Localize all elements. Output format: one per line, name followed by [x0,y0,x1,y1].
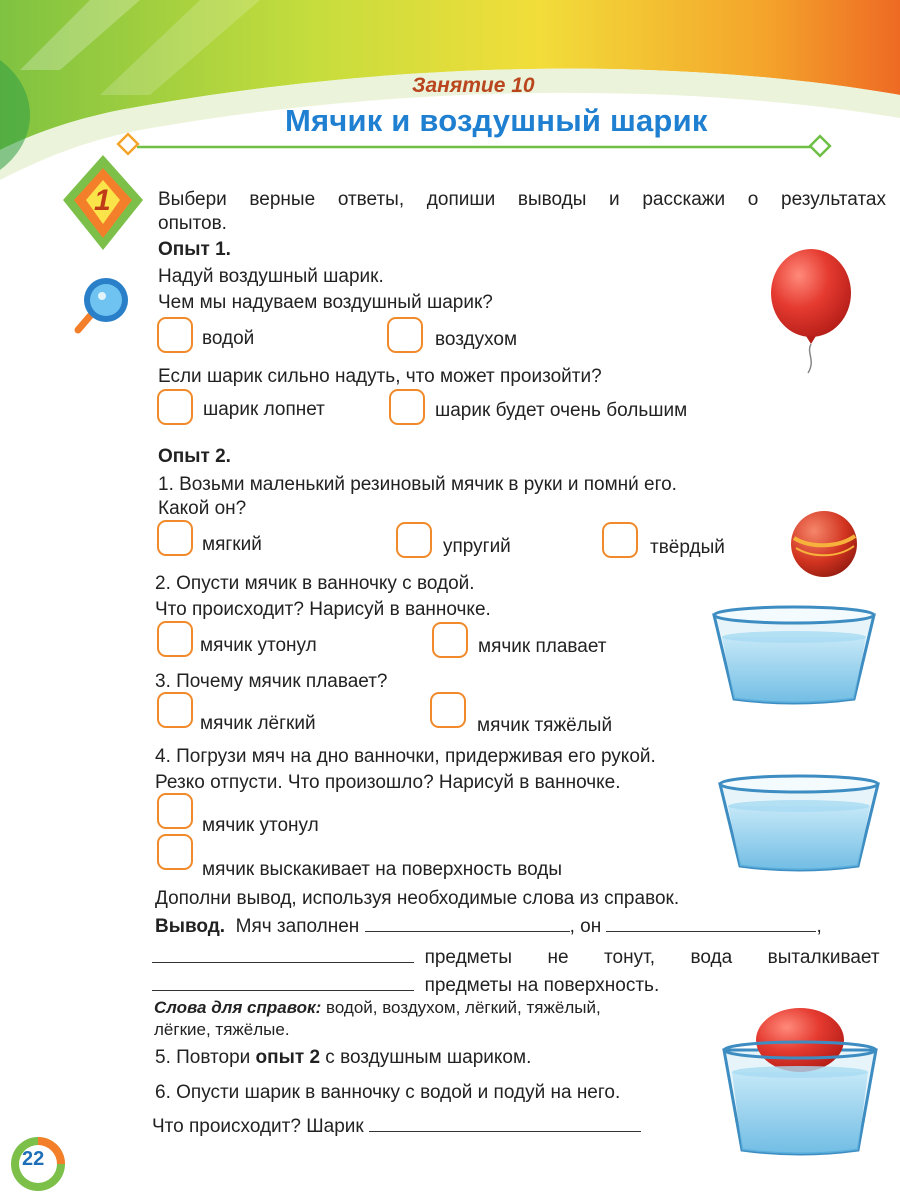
checkbox-ball-sank-2[interactable] [157,793,193,829]
conclusion-text-4: предметы не тонут, вода выталкивает [424,947,880,968]
option-burst: шарик лопнет [203,399,325,420]
conclusion-text-2: , он [569,916,602,937]
checkbox-soft[interactable] [157,520,193,556]
reference-words [154,997,601,1041]
option-air: воздухом [435,329,518,350]
reference-words-list-2: лёгкие, тяжёлые. [154,1020,290,1039]
conclusion-text-1: Мяч заполнен [235,916,360,937]
answer-blank-1[interactable] [365,913,570,932]
checkbox-ball-heavy[interactable] [430,692,466,728]
checkbox-ball-jumps[interactable] [157,834,193,870]
ball-illustration [788,508,860,580]
water-basin-with-balloon [718,1006,882,1166]
option-ball-floats: мячик плавает [478,636,607,657]
checkbox-ball-light[interactable] [157,692,193,728]
conclusion-text-3: , [816,916,822,937]
water-basin-2 [714,772,884,878]
exp2-step-4a: 4. Погрузи мяч на дно ванночки, придерживая его рукой. [155,746,656,767]
reference-words-list-1: водой, воздухом, лёгкий, тяжёлый, [321,998,601,1017]
option-ball-heavy: мячик тяжёлый [477,715,613,736]
exp1-instruction: Надуй воздушный шарик. [158,266,384,287]
reference-words-label: Слова для справок: [154,998,322,1017]
magnifier-icon [72,272,136,336]
step-5-text-b: опыт 2 [255,1047,321,1068]
exp2-step-2b: Что происходит? Нарисуй в ванночке. [155,599,491,620]
conclusion-line-2 [152,944,880,970]
step-6-question [152,1113,641,1139]
conclusion-line-1 [155,913,822,939]
option-ball-sank: мячик утонул [200,635,317,656]
task-number: 1 [94,184,111,217]
option-soft: мягкий [202,534,262,555]
step-5-text-a: 5. Повтори [155,1047,256,1068]
checkbox-water[interactable] [157,317,193,353]
exp1-question-2: Если шарик сильно надуть, что может произойти? [158,366,602,387]
checkbox-air[interactable] [387,317,423,353]
checkbox-burst[interactable] [157,389,193,425]
page-number: 22 [22,1148,45,1170]
title-divider [115,132,835,162]
checkbox-very-big[interactable] [389,389,425,425]
exp2-step-4b: Резко отпусти. Что произошло? Нарисуй в ванночке. [155,772,621,793]
conclusion-instruction: Дополни вывод, используя необходимые слова из справок. [155,888,680,909]
step-5-text-c: с воздушным шариком. [320,1047,532,1068]
option-elastic: упругий [443,536,511,557]
step-5 [155,1046,531,1070]
answer-blank-4[interactable] [152,972,414,991]
exp2-step-2a: 2. Опусти мячик в ванночку с водой. [155,573,475,594]
answer-blank-5[interactable] [369,1113,641,1132]
answer-blank-3[interactable] [152,944,414,963]
exp2-step-1a: 1. Возьми маленький резиновый мячик в руки и помни́ его. [158,474,677,495]
step-6-question-text: Что происходит? Шарик [152,1116,364,1137]
conclusion-label: Вывод. [155,916,226,937]
option-ball-light: мячик лёгкий [200,713,316,734]
conclusion-line-3 [152,972,659,998]
checkbox-elastic[interactable] [396,522,432,558]
checkbox-ball-sank[interactable] [157,621,193,657]
option-ball-sank-2: мячик утонул [202,815,319,836]
water-basin-1 [708,603,880,711]
balloon-illustration [768,248,858,378]
option-water: водой [202,328,255,349]
intro-line-1: Выбери верные ответы, допиши выводы и расскажи о результатах [158,189,886,210]
exp2-step-1b: Какой он? [158,498,247,519]
exp2-heading: Опыт 2. [158,446,231,467]
option-very-big: шарик будет очень большим [435,400,688,421]
step-6: 6. Опусти шарик в ванночку с водой и подуй на него. [155,1082,621,1103]
checkbox-hard[interactable] [602,522,638,558]
option-ball-jumps: мячик выскакивает на поверхность воды [202,859,562,880]
page-title: Мячик и воздушный шарик [285,103,708,138]
conclusion-text-5: предметы на поверхность. [424,975,660,996]
answer-blank-2[interactable] [606,913,816,932]
exp1-heading: Опыт 1. [158,239,231,260]
lesson-number: Занятие 10 [412,74,535,97]
exp1-question-1: Чем мы надуваем воздушный шарик? [158,292,493,313]
intro-line-2: опытов. [158,213,227,234]
option-hard: твёрдый [650,537,725,558]
exp2-step-3: 3. Почему мячик плавает? [155,671,388,692]
checkbox-ball-floats[interactable] [432,622,468,658]
